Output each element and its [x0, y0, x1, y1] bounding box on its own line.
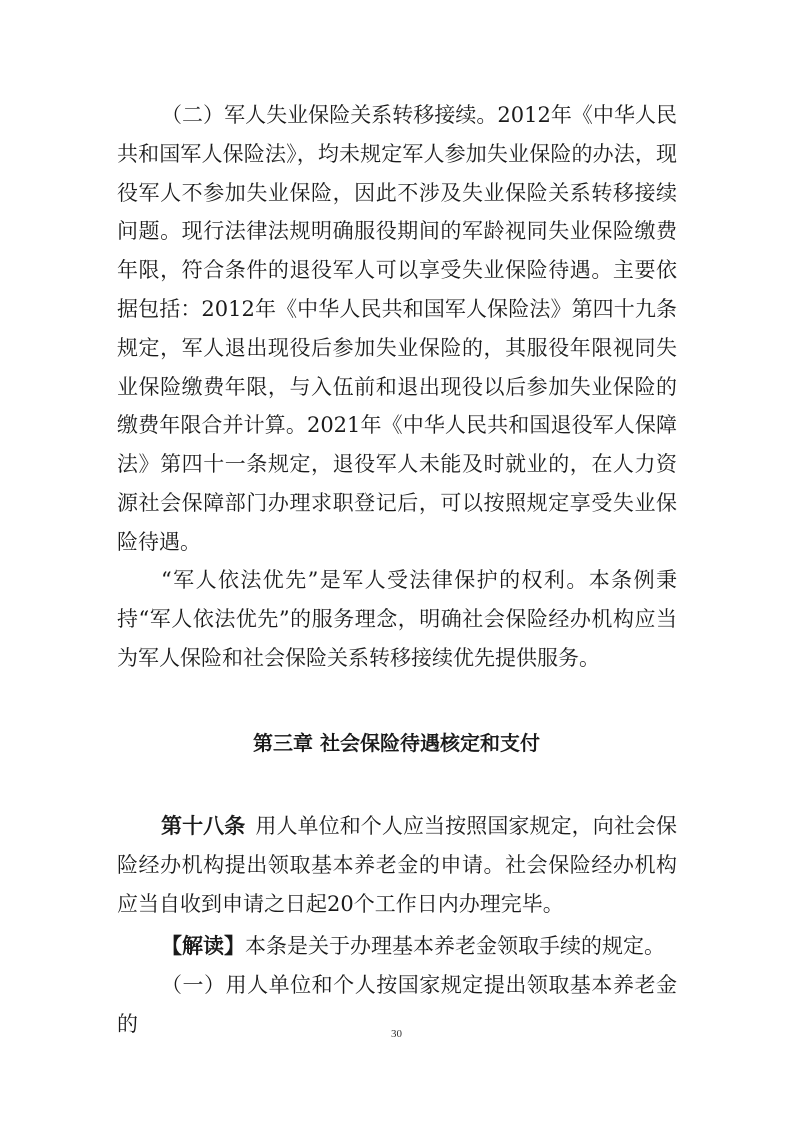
- article-eighteen: [117, 807, 677, 923]
- article-label: 第十八条: [161, 814, 246, 838]
- paragraph-continued: （一）用人单位和个人按国家规定提出领取基本养老金的: [117, 973, 677, 1036]
- paragraph-military-unemployment-insurance: （二）军人失业保险关系转移接续。2012年《中华人民共和国军人保险法》，均未规定军人参加失业保险的办法，现役军人不参加失业保险，因此不涉及失业保险关系转移接续问题。现行法律法规明确服役期间的军龄视同失业保险缴费年限，符合条件的退役军人可以享受失业保险待遇。主要依据包括：2012年《中华人民共和国军人保险法》第四十九条规定，军人退出现役后参加失业保险的，其服役年限视同失业保险缴费年限，与入伍前和退出现役以后参加失业保险的缴费年限合并计算。2021年《中华人民共和国退役军人保障法》第四十一条规定，退役军人未能及时就业的，在人力资源社会保障部门办理求职登记后，可以按照规定享受失业保险待遇。: [117, 103, 677, 554]
- paragraph-military-priority: “军人依法优先”是军人受法律保护的权利。本条例秉持“军人依法优先”的服务理念，明确社会保险经办机构应当为军人保险和社会保险关系转移接续优先提供服务。: [117, 568, 677, 670]
- interpretation-tag: 【解读】: [161, 933, 245, 958]
- interpretation-text: 本条是关于办理基本养老金领取手续的规定。: [245, 934, 665, 958]
- interpretation-paragraph: [117, 927, 677, 966]
- chapter-title: 第三章 社会保险待遇核定和支付: [253, 731, 540, 755]
- page-number: 30: [391, 1028, 402, 1040]
- article-text: 用人单位和个人应当按照国家规定，向社会保险经办机构提出领取基本养老金的申请。社会保险经办机构应当自收到申请之日起20个工作日内办理完毕。: [117, 814, 678, 916]
